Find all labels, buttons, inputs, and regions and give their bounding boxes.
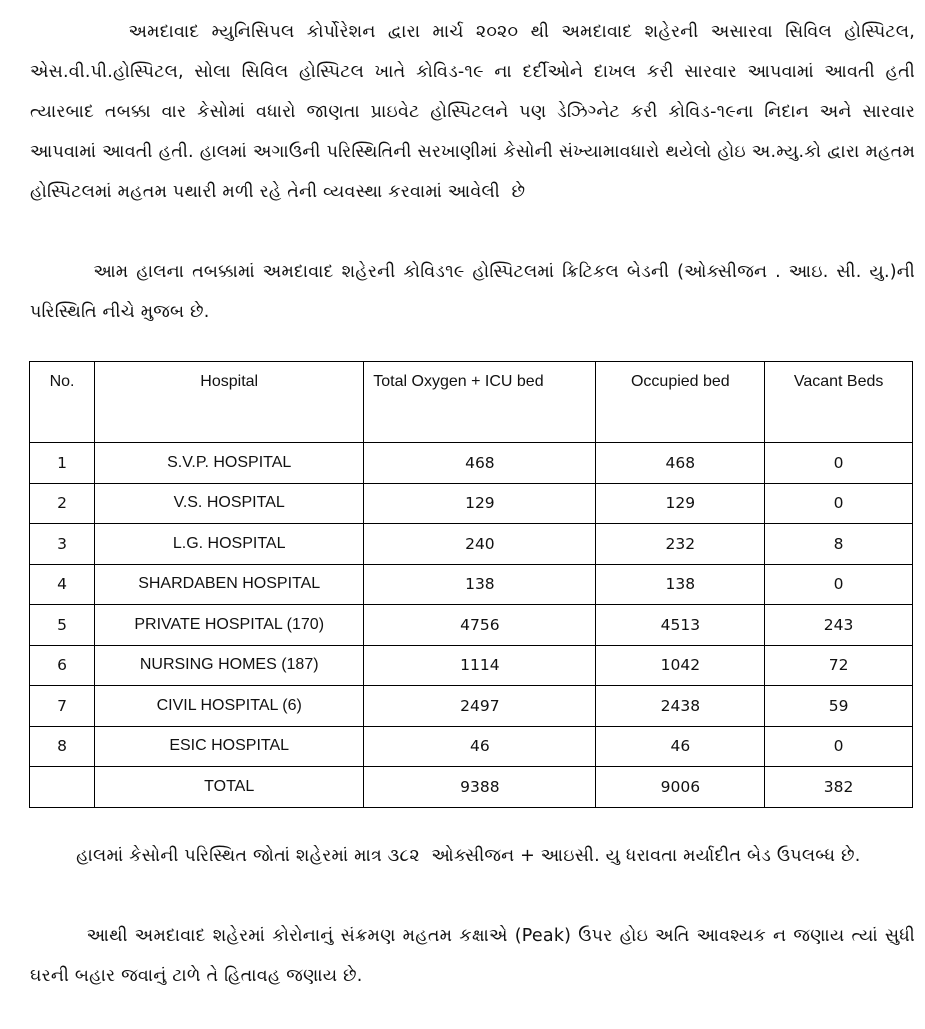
cell-total-beds: 9388 — [364, 767, 596, 808]
header-occupied-bed: Occupied bed — [596, 362, 765, 443]
cell-total-beds: 1114 — [364, 645, 596, 686]
cell-no: 1 — [30, 443, 95, 484]
cell-occupied-bed: 2438 — [596, 686, 765, 727]
cell-occupied-bed: 468 — [596, 443, 765, 484]
cell-vacant-beds: 382 — [765, 767, 913, 808]
cell-occupied-bed: 1042 — [596, 645, 765, 686]
cell-no: 2 — [30, 483, 95, 524]
header-total-beds: Total Oxygen + ICU bed — [364, 362, 596, 443]
table-row — [30, 483, 913, 524]
header-hospital: Hospital — [95, 362, 364, 443]
cell-no: 4 — [30, 564, 95, 605]
cell-total-beds: 468 — [364, 443, 596, 484]
cell-no: 3 — [30, 524, 95, 565]
table-row — [30, 524, 913, 565]
cell-occupied-bed: 4513 — [596, 605, 765, 646]
cell-no: 6 — [30, 645, 95, 686]
cell-occupied-bed: 138 — [596, 564, 765, 605]
advisory-paragraph: આથી અમદાવાદ શહેરમાં કોરોનાનું સંક્રમણ મહતમ કક્ષાએ (Peak) ઉપર હોઇ અતિ આવશ્યક ન જણાય ત્યાં સુધી ઘરની બહાર જવાનું ટાળે તે હિતાવહ જણાય છે. — [30, 926, 921, 986]
table-row — [30, 726, 913, 767]
header-no: No. — [30, 362, 95, 443]
table-row — [30, 443, 913, 484]
cell-occupied-bed: 46 — [596, 726, 765, 767]
table-intro-paragraph: આમ હાલના તબક્કામાં અમદાવાદ શહેરની કોવિડ૧૯ હોસ્પિટલમાં ક્રિટિકલ બેડની (ઓક્સીજન . આઇ. સી. યુ.)ની પરિસ્થિતિ નીચે મુજબ છે. — [30, 262, 921, 322]
table-row — [30, 686, 913, 727]
cell-vacant-beds: 243 — [765, 605, 913, 646]
cell-hospital: SHARDABEN HOSPITAL — [95, 564, 364, 605]
cell-total-beds: 4756 — [364, 605, 596, 646]
cell-no: 5 — [30, 605, 95, 646]
cell-occupied-bed: 9006 — [596, 767, 765, 808]
summary-paragraph: હાલમાં કેસોની પરિસ્થિત જોતાં શહેરમાં માત્ર ૩૮૨ ઓક્સીજન + આઇસી. યુ ધરાવતા મર્યાદીત બેડ ઉપલબ્ધ છે. — [30, 846, 861, 866]
cell-total-beds: 240 — [364, 524, 596, 565]
cell-total-beds: 2497 — [364, 686, 596, 727]
table-header-row — [30, 362, 913, 443]
cell-hospital: TOTAL — [95, 767, 364, 808]
cell-hospital: ESIC HOSPITAL — [95, 726, 364, 767]
cell-vacant-beds: 59 — [765, 686, 913, 727]
cell-vacant-beds: 0 — [765, 726, 913, 767]
cell-vacant-beds: 72 — [765, 645, 913, 686]
cell-hospital: L.G. HOSPITAL — [95, 524, 364, 565]
cell-total-beds: 46 — [364, 726, 596, 767]
cell-vacant-beds: 0 — [765, 483, 913, 524]
cell-vacant-beds: 0 — [765, 564, 913, 605]
header-vacant-beds: Vacant Beds — [765, 362, 913, 443]
cell-hospital: S.V.P. HOSPITAL — [95, 443, 364, 484]
cell-hospital: NURSING HOMES (187) — [95, 645, 364, 686]
table-row — [30, 645, 913, 686]
cell-total-beds: 129 — [364, 483, 596, 524]
cell-no: 7 — [30, 686, 95, 727]
table-body — [30, 443, 913, 808]
cell-vacant-beds: 0 — [765, 443, 913, 484]
table-row — [30, 564, 913, 605]
table-row — [30, 605, 913, 646]
cell-vacant-beds: 8 — [765, 524, 913, 565]
cell-occupied-bed: 232 — [596, 524, 765, 565]
bed-availability-table — [29, 361, 913, 808]
cell-occupied-bed: 129 — [596, 483, 765, 524]
cell-hospital: PRIVATE HOSPITAL (170) — [95, 605, 364, 646]
cell-total-beds: 138 — [364, 564, 596, 605]
intro-paragraph: અમદાવાદ મ્યુનિસિપલ કોર્પોરેશન દ્વારા માર્ચ ૨૦૨૦ થી અમદાવાદ શહેરની અસારવા સિવિલ હોસ્પિટલ, એસ.વી.પી.હોસ્પિટલ, સોલા સિવિલ હોસ્પિટલ ખાતે કોવિડ-૧૯ ના દર્દીઓને દાખલ કરી સારવાર આપવામાં આવતી હતી ત્યારબાદ તબક્કા વાર કેસોમાં વધારો જાણતા પ્રાઇવેટ હોસ્પિટલને પણ ડેઝિગ્નેટ કરી કોવિડ-૧૯ના નિદાન અને સારવાર આપવામાં આવતી હતી. હાલમાં અગાઉની પરિસ્થિતિની સરખાણીમાં કેસોની સંખ્યામાવધારો થયેલો હોઇ અ.મ્યુ.કો દ્વારા મહતમ હોસ્પિટલમાં મહતમ પથારી મળી રહે તેની વ્યવસ્થા કરવામાં આવેલી છે — [30, 22, 921, 202]
cell-no — [30, 767, 95, 808]
table-total-row — [30, 767, 913, 808]
cell-no: 8 — [30, 726, 95, 767]
cell-hospital: V.S. HOSPITAL — [95, 483, 364, 524]
cell-hospital: CIVIL HOSPITAL (6) — [95, 686, 364, 727]
